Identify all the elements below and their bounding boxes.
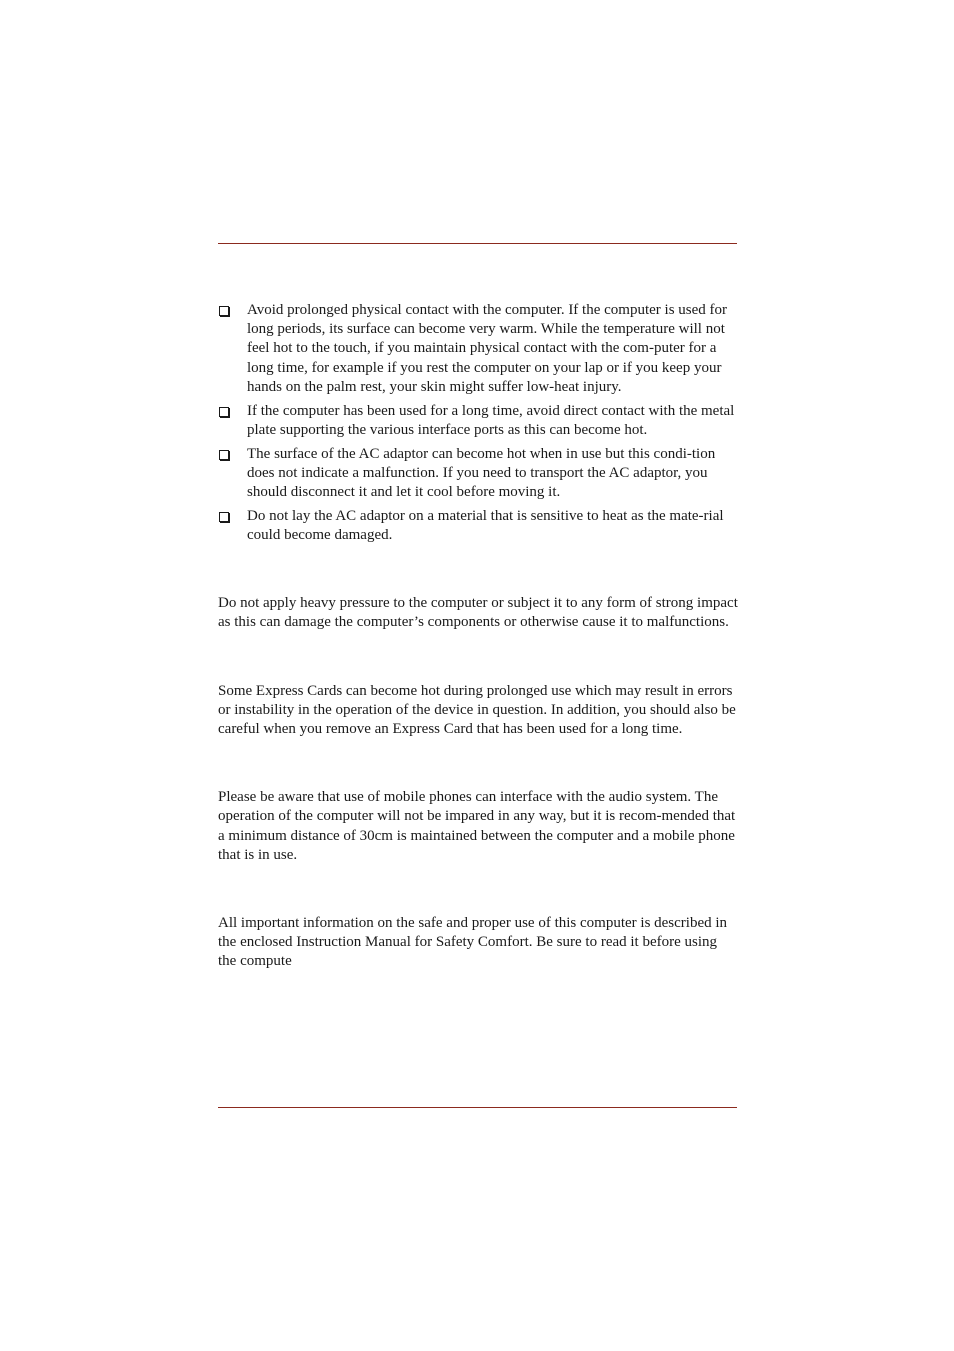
list-item bbox=[218, 445, 738, 503]
list-item-text: Avoid prolonged physical contact with the computer. If the computer is used for long periods, its surface can become very warm. While the temperature will not feel hot to the touch, if you maintain physical contact with the com-puter for a long time, for example if you rest the computer on your lap or if you keep your hands on the palm rest, your skin might suffer low-heat injury. bbox=[247, 302, 728, 395]
list-item-text: The surface of the AC adaptor can become hot when in use but this condi-tion does not indicate a malfunction. If you need to transport the AC adaptor, you should disconnect it and let it cool before moving it. bbox=[247, 445, 716, 501]
express-cards-paragraph: Some Express Cards can become hot during prolonged use which may result in errors or instability in the operation of the device in question. In addition, you should also be careful when you remove an Express Card that has been used for a long time. bbox=[218, 682, 736, 738]
list-item-text: Do not lay the AC adaptor on a material that is sensitive to heat as the mate-rial could become damaged. bbox=[247, 507, 724, 544]
list-item bbox=[218, 507, 738, 545]
checkbox-bullet-icon bbox=[219, 407, 229, 417]
page-content bbox=[218, 301, 738, 972]
checkbox-bullet-icon bbox=[219, 512, 229, 522]
pressure-paragraph: Do not apply heavy pressure to the computer or subject it to any form of strong impact as this can damage the computer’s components or otherwise cause it to malfunctions. bbox=[218, 595, 738, 631]
list-item-text: If the computer has been used for a long time, avoid direct contact with the metal plate supporting the various interface ports as this can become hot. bbox=[247, 402, 735, 438]
footer-rule bbox=[218, 1107, 737, 1108]
checkbox-bullet-icon bbox=[219, 306, 229, 316]
list-item bbox=[218, 402, 738, 440]
header-rule bbox=[218, 243, 737, 244]
safety-manual-paragraph: All important information on the safe and proper use of this computer is described in the enclosed Instruction Manual for Safety Comfort. Be sure to read it before using the compute bbox=[218, 915, 728, 970]
mobile-phones-paragraph: Please be aware that use of mobile phones can interface with the audio system. The operation of the computer will not be impared in any way, but it is recom-mended that a minimum distance of 30cm is maintained between the computer and a mobile phone that is in use. bbox=[218, 789, 736, 863]
checkbox-bullet-icon bbox=[219, 450, 229, 460]
heat-warning-list bbox=[218, 301, 738, 545]
list-item bbox=[218, 301, 738, 397]
